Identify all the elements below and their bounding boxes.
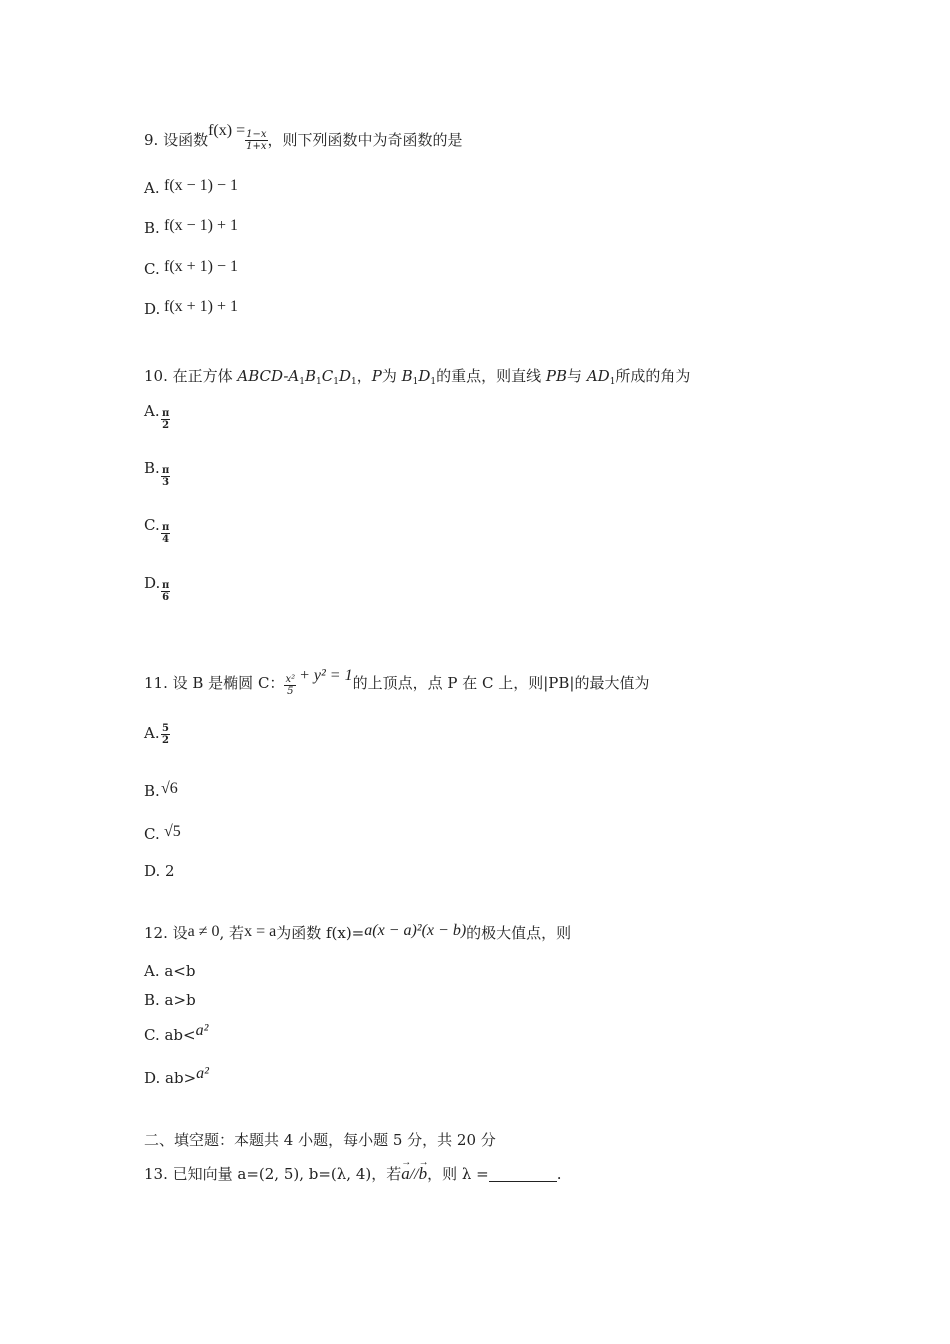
q9-stem-prefix: 9. 设函数 xyxy=(144,131,209,149)
option-fraction xyxy=(161,408,170,431)
frac-den: 2 xyxy=(162,735,169,746)
q9-stem-suffix: ，则下列函数中为奇函数的是 xyxy=(267,131,463,149)
q10-stem-part: 10. 在正方体 xyxy=(144,367,238,385)
subscript: 1 xyxy=(299,377,305,387)
option-expr: f(x − 1) + 1 xyxy=(164,217,239,234)
q13-vector-b: → b xyxy=(419,1164,428,1184)
q10-cube-d: D xyxy=(338,367,351,385)
subscript: 1 xyxy=(350,377,357,387)
q12-option-d xyxy=(144,1064,209,1088)
q10-cube-c: C xyxy=(321,367,334,385)
q12-stem-part: 为函数 f(x)= xyxy=(276,924,365,942)
frac-den: 3 xyxy=(162,477,170,488)
frac-den: 4 xyxy=(162,534,170,545)
option-fraction xyxy=(161,580,170,603)
option-expr: √6 xyxy=(161,780,178,797)
q13-parallel-symbol: // xyxy=(409,1166,419,1183)
q10-stem-part: 的重点，则直线 xyxy=(436,367,546,385)
q9-option-b xyxy=(144,216,238,238)
q9-frac-num: 1−x xyxy=(246,129,267,140)
q12-stem xyxy=(144,921,571,943)
frac-num: 5 xyxy=(162,723,169,734)
q13-stem xyxy=(144,1164,562,1185)
q12-option-c xyxy=(144,1021,208,1045)
q10-d1: D xyxy=(418,367,431,385)
frac-den: 2 xyxy=(162,420,170,431)
q10-line-ad: AD xyxy=(586,367,610,385)
option-expr: f(x − 1) − 1 xyxy=(164,177,239,194)
q10-line-pb: PB xyxy=(545,367,568,385)
subscript: 1 xyxy=(316,377,322,387)
option-text: B. a>b xyxy=(144,991,196,1009)
q13-vector-a: → a xyxy=(401,1164,410,1184)
option-text: D. ab> xyxy=(144,1069,197,1087)
option-letter: A. xyxy=(144,402,160,420)
q11-equation-rest: + y² = 1 xyxy=(299,667,353,684)
answer-blank[interactable] xyxy=(489,1166,557,1182)
q11-option-b xyxy=(144,779,178,801)
option-expr: f(x + 1) − 1 xyxy=(164,258,239,275)
option-letter: B. xyxy=(144,219,160,237)
q10-stem-part: 为 xyxy=(381,367,402,385)
q11-stem-suffix: 的上顶点，点 P 在 C 上，则|PB|的最大值为 xyxy=(352,674,650,692)
q12-option-b xyxy=(144,990,196,1010)
option-letter: A. xyxy=(144,724,160,742)
q10-stem-part: 与 xyxy=(567,367,587,385)
q9-stem xyxy=(144,121,463,152)
option-letter: C. xyxy=(144,260,160,278)
q9-fraction xyxy=(245,129,267,152)
option-fraction xyxy=(161,522,170,545)
subscript: 1 xyxy=(430,377,437,387)
option-text: D. 2 xyxy=(144,862,175,880)
q12-stem-part: 12. 设 xyxy=(144,924,188,942)
option-letter: D. xyxy=(144,574,161,592)
q12-stem-part: , 若 xyxy=(219,924,245,942)
frac-num: π xyxy=(162,465,170,476)
option-letter: D. xyxy=(144,300,161,318)
q11-option-a xyxy=(144,712,170,746)
q10-option-c xyxy=(144,509,170,545)
q10-stem xyxy=(144,366,690,392)
q11-option-c xyxy=(144,822,181,844)
option-letter: C. xyxy=(144,516,160,534)
option-math: a² xyxy=(195,1022,209,1039)
q10-point-p: P xyxy=(371,367,382,385)
q10-option-b xyxy=(144,452,170,488)
frac-num: π xyxy=(162,408,170,419)
frac-num: π xyxy=(162,522,170,533)
q11-frac-num: x² xyxy=(285,674,296,685)
q11-frac-den: 5 xyxy=(287,686,294,697)
q10-option-d xyxy=(144,567,170,603)
q12-function: a(x − a)²(x − b) xyxy=(364,922,467,939)
subscript: 1 xyxy=(609,377,616,387)
q13-stem-end: . xyxy=(556,1165,562,1183)
q12-condition-a: a ≠ 0 xyxy=(187,923,220,940)
q9-option-c xyxy=(144,257,238,279)
option-text: C. ab< xyxy=(144,1026,196,1044)
option-fraction xyxy=(161,465,170,488)
q10-stem-part: 所成的角为 xyxy=(615,367,691,385)
q12-option-a xyxy=(144,961,195,981)
subscript: 1 xyxy=(333,377,339,387)
q9-option-a xyxy=(144,176,238,198)
option-letter: A. xyxy=(144,179,160,197)
frac-den: 6 xyxy=(162,592,170,603)
option-letter: B. xyxy=(144,459,160,477)
q10-cube-b: B xyxy=(304,367,316,385)
option-letter: B. xyxy=(144,782,160,800)
q11-option-d xyxy=(144,861,175,881)
option-fraction xyxy=(161,723,170,746)
option-letter: C. xyxy=(144,825,160,843)
frac-num: π xyxy=(162,580,170,591)
q10-cube-a: ABCD-A xyxy=(237,367,300,385)
option-expr: f(x + 1) + 1 xyxy=(164,298,239,315)
q12-condition-x: x = a xyxy=(244,923,277,940)
section-heading-text: 二、填空题：本题共 4 小题，每小题 5 分，共 20 分 xyxy=(144,1131,496,1149)
option-expr: √5 xyxy=(164,823,181,840)
option-math: a² xyxy=(196,1065,209,1082)
q11-fraction xyxy=(284,674,296,697)
q13-stem-part: 13. 已知向量 a=(2, 5), b=(λ, 4)，若 xyxy=(144,1165,402,1183)
q10-stem-part: ， xyxy=(356,367,372,385)
q10-option-a xyxy=(144,395,170,431)
q13-stem-part: ，则 λ = xyxy=(427,1165,489,1183)
q10-b1: B xyxy=(401,367,413,385)
q9-function: f(x) = xyxy=(208,122,246,139)
q12-stem-part: 的极大值点，则 xyxy=(466,924,572,942)
option-text: A. a<b xyxy=(144,962,196,980)
q9-option-d xyxy=(144,297,238,319)
q11-stem-prefix: 11. 设 B 是椭圆 C： xyxy=(144,674,285,692)
subscript: 1 xyxy=(412,377,419,387)
q9-frac-den: 1+x xyxy=(246,141,267,152)
q11-stem xyxy=(144,666,649,697)
section-heading xyxy=(144,1130,496,1150)
